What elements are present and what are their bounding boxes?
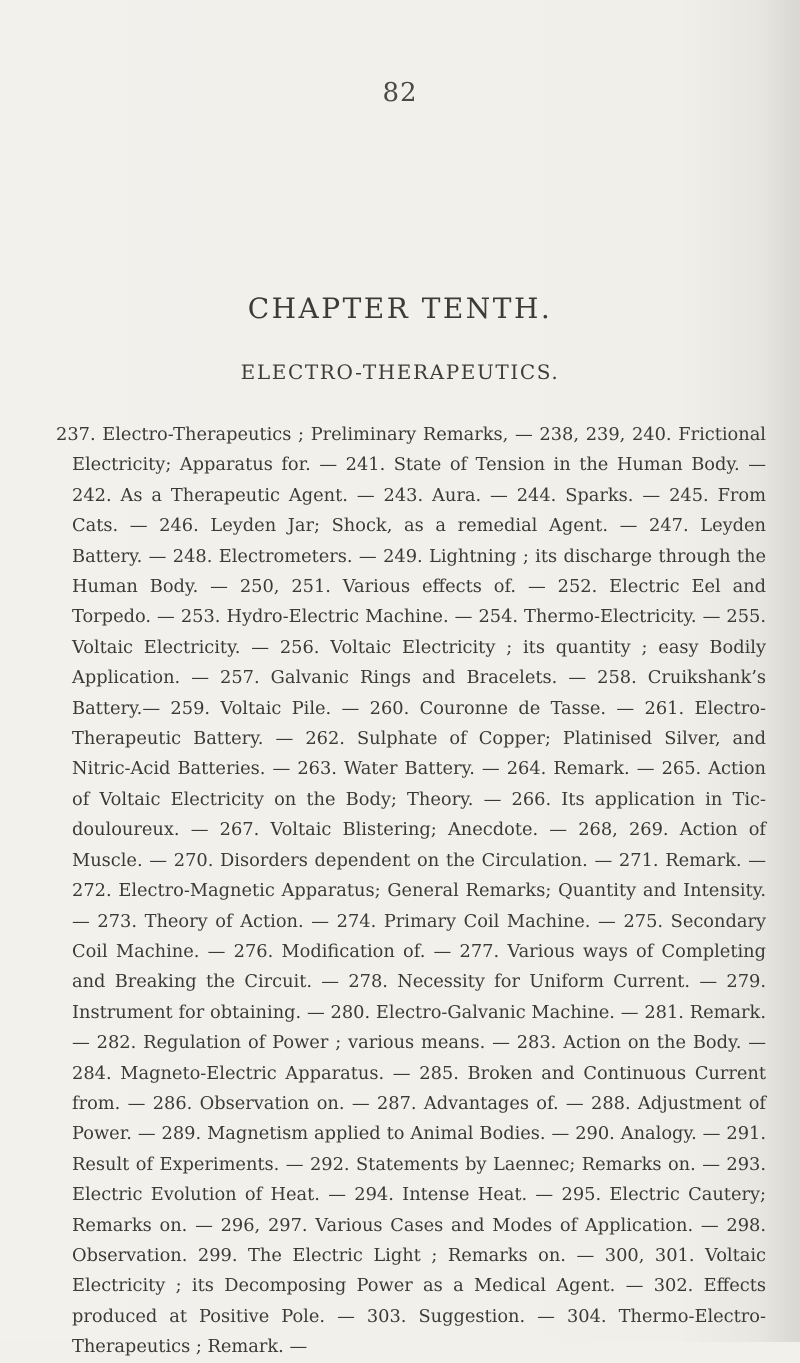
- page-number: 82: [382, 78, 418, 108]
- section-title: ELECTRO-THERAPEUTICS.: [240, 360, 560, 384]
- chapter-title: CHAPTER TENTH.: [247, 292, 553, 325]
- chapter-contents-paragraph: 237. Electro-Therapeutics ; Preliminary Remarks, — 238, 239, 240. Frictional Electricity; Apparatus for. — 241. State of Tension in the Human Body. — 242. As a Therapeutic Agent. — 243. Aura. — 244. Sparks. — 245. From Cats. — 246. Leyden Jar; Shock, as a remedial Agent. — 247. Leyden Battery. — 248. Electrometers. — 249. Lightning ; its discharge through the Human Body. — 250, 251. Various effects of. — 252. Electric Eel and Torpedo. — 253. Hydro-Electric Machine. — 254. Thermo-Electricity. — 255. Voltaic Electricity. — 256. Voltaic Electricity ; its quantity ; easy Bodily Application. — 257. Galvanic Rings and Bracelets. — 258. Cruikshank’s Battery.— 259. Voltaic Pile. — 260. Couronne de Tasse. — 261. Electro-Therapeutic Battery. — 262. Sulphate of Copper; Platinised Silver, and Nitric-Acid Batteries. — 263. Water Battery. — 264. Remark. — 265. Action of Voltaic Electricity on the Body; Theory. — 266. Its application in Tic-douloureux. — 267. Voltaic Blistering; Anecdote. — 268, 269. Action of Muscle. — 270. Disorders dependent on the Circulation. — 271. Remark. — 272. Electro-Magnetic Apparatus; General Remarks; Quantity and Intensity. — 273. Theory of Action. — 274. Primary Coil Machine. — 275. Secondary Coil Machine. — 276. Modification of. — 277. Various ways of Completing and Breaking the Circuit. — 278. Necessity for Uniform Current. — 279. Instrument for obtaining. — 280. Electro-Galvanic Machine. — 281. Remark. — 282. Regulation of Power ; various means. — 283. Action on the Body. — 284. Magneto-Electric Apparatus. — 285. Broken and Continuous Current from. — 286. Observation on. — 287. Advantages of. — 288. Adjustment of Power. — 289. Magnetism applied to Animal Bodies. — 290. Analogy. — 291. Result of Experiments. — 292. Statements by Laennec; Remarks on. — 293. Electric Evolution of Heat. — 294. Intense Heat. — 295. Electric Cautery; Remarks on. — 296, 297. Various Cases and Modes of Application. — 298. Observation. 299. The Electric Light ; Remarks on. — 300, 301. Voltaic Electricity ; its Decomposing Power as a Medical Agent. — 302. Effects produced at Positive Pole. — 303. Suggestion. — 304. Thermo-Electro-Therapeutics ; Remark. —: [56, 424, 766, 1358]
